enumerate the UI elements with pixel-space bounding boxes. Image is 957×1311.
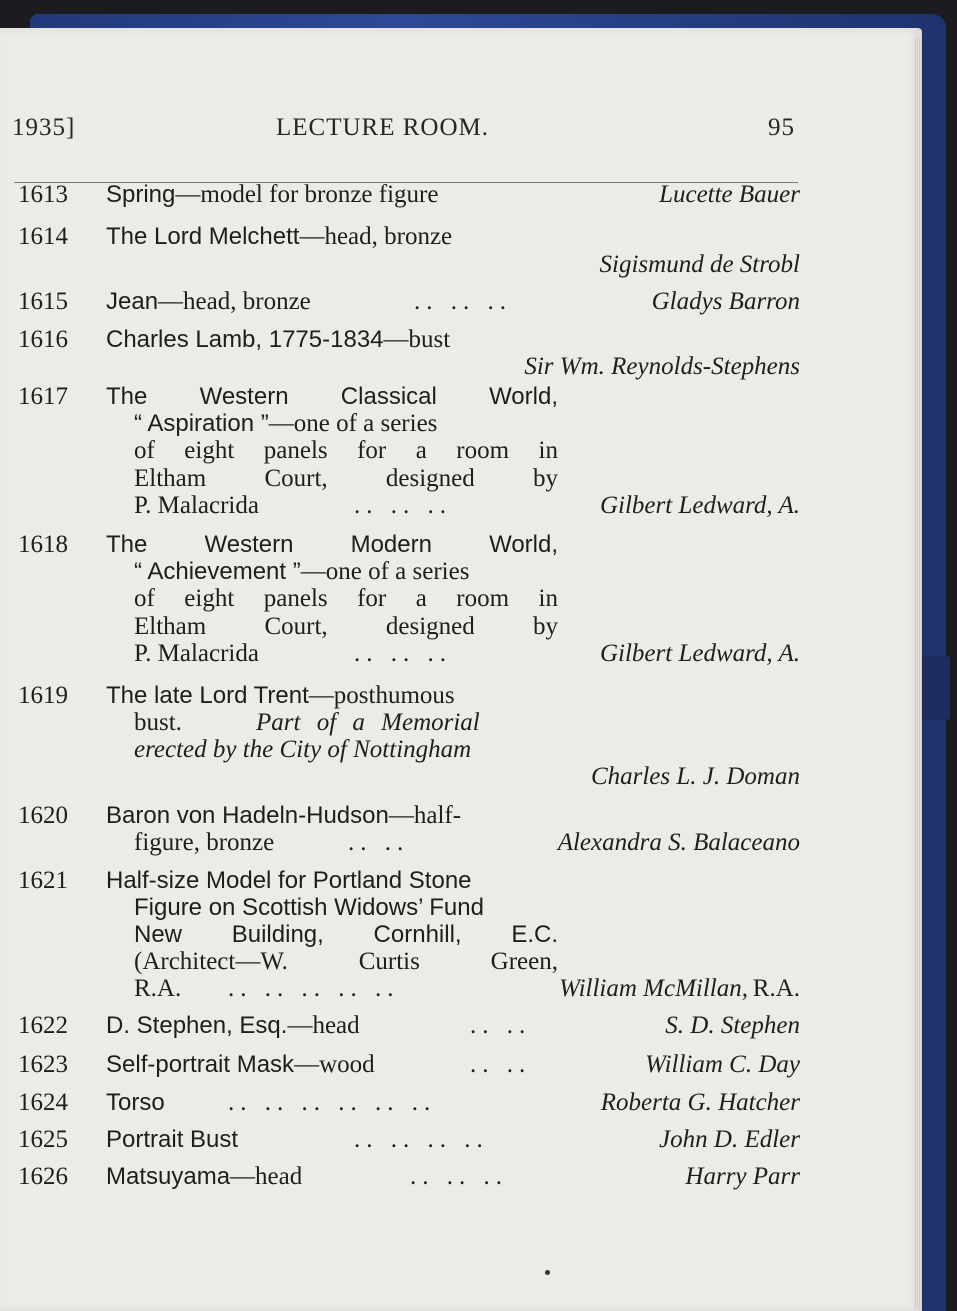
- entry-number: 1618: [18, 531, 68, 558]
- entry-number: 1621: [18, 867, 68, 894]
- entry-artist: S. D. Stephen: [665, 1012, 800, 1039]
- entry-desc: —half-: [388, 802, 462, 829]
- list-item: [14, 325, 804, 355]
- list-item: [14, 1125, 804, 1155]
- list-item-continuation: [14, 947, 804, 977]
- list-item: [14, 801, 804, 831]
- entry-artist: William C. Day: [645, 1051, 800, 1078]
- list-item-continuation: [14, 352, 804, 382]
- entry-number: 1625: [18, 1126, 68, 1153]
- entry-desc: Eltham Court, designed by: [134, 465, 558, 492]
- entry-desc: —one of a series: [268, 410, 438, 437]
- entry-desc: P. Malacrida: [134, 640, 259, 667]
- entry-title: Figure on Scottish Widows’ Fund: [134, 894, 484, 921]
- list-item: [14, 530, 804, 560]
- entry-number: 1615: [18, 288, 68, 315]
- entry-desc: Eltham Court, designed by: [134, 613, 558, 640]
- entry-title: Jean: [106, 288, 159, 315]
- list-item-continuation: [14, 974, 804, 1004]
- entry-number: 1616: [18, 326, 68, 353]
- entry-title: New Building, Cornhill, E.C.: [134, 921, 558, 948]
- entry-artist: Charles L. J. Doman: [590, 763, 800, 790]
- entry-note: erected by the City of Nottingham: [134, 736, 472, 763]
- entry-title: D. Stephen, Esq.: [106, 1012, 288, 1039]
- book-page: [0, 28, 922, 1311]
- page-edges: [914, 38, 922, 1308]
- list-item: [14, 382, 804, 412]
- entry-title: Torso: [106, 1089, 165, 1116]
- entry-title: The Western Modern World,: [106, 531, 558, 558]
- list-item-continuation: [14, 409, 804, 439]
- entry-number: 1613: [18, 181, 68, 208]
- list-item-continuation: [14, 639, 804, 669]
- entry-desc: —one of a series: [300, 558, 470, 585]
- entry-title-sub: “ Aspiration ”: [134, 410, 269, 437]
- entry-desc: —bust: [383, 326, 451, 353]
- entry-number: 1620: [18, 802, 68, 829]
- entry-artist: Sir Wm. Reynolds-Stephens: [524, 353, 800, 380]
- list-item-continuation: [14, 920, 804, 950]
- entry-desc: (Architect—W. Curtis Green,: [134, 948, 558, 975]
- page-title: LECTURE ROOM.: [276, 114, 489, 141]
- list-item: [14, 1088, 804, 1118]
- entry-desc: figure, bronze: [134, 829, 275, 856]
- list-item-continuation: [14, 464, 804, 494]
- leader-dots: .. ..: [470, 1012, 532, 1039]
- entry-title-sub: “ Achievement ”: [134, 558, 301, 585]
- list-item-continuation: [14, 250, 804, 280]
- entry-title: Matsuyama: [106, 1163, 231, 1190]
- entry-desc: bust.: [134, 709, 182, 736]
- entry-artist: Lucette Bauer: [659, 181, 800, 208]
- entry-artist: Alexandra S. Balaceano: [557, 829, 800, 856]
- list-item-continuation: [14, 491, 804, 521]
- entry-desc: of eight panels for a room in: [134, 585, 558, 612]
- entry-title: Baron von Hadeln-Hudson: [106, 802, 389, 829]
- leader-dots: .. .. .. .. .. ..: [228, 1089, 437, 1116]
- list-item-continuation: [14, 708, 804, 738]
- list-item: [14, 180, 804, 210]
- leader-dots: .. ..: [348, 829, 410, 856]
- page-number: 95: [768, 114, 795, 141]
- list-item: [14, 222, 804, 252]
- list-item: [14, 1050, 804, 1080]
- list-item-continuation: [14, 893, 804, 923]
- entry-number: 1623: [18, 1051, 68, 1078]
- list-item-continuation: [14, 735, 804, 765]
- entry-artist: Sigismund de Strobl: [599, 251, 800, 278]
- entry-artist: John D. Edler: [659, 1126, 800, 1153]
- list-item-continuation: [14, 828, 804, 858]
- entry-title: Self-portrait Mask: [106, 1051, 295, 1078]
- list-item-continuation: [14, 584, 804, 614]
- entry-desc: —head, bronze: [158, 288, 311, 315]
- entry-title: The Lord Melchett: [106, 223, 300, 250]
- entry-title: The Western Classical World,: [106, 383, 558, 410]
- list-item: [14, 1162, 804, 1192]
- entry-title: Charles Lamb, 1775-1834: [106, 326, 384, 353]
- leader-dots: .. .. .. .. ..: [228, 975, 400, 1002]
- list-item-continuation: [14, 557, 804, 587]
- entry-title: The late Lord Trent: [106, 682, 309, 709]
- list-item-continuation: [14, 762, 804, 792]
- entry-desc: —head: [287, 1012, 360, 1039]
- entry-desc: —model for bronze figure: [175, 181, 439, 208]
- entry-desc: —posthumous: [308, 682, 455, 709]
- entry-number: 1626: [18, 1163, 68, 1190]
- list-item: [14, 287, 804, 317]
- leader-dots: .. .. ..: [354, 640, 452, 667]
- leader-dots: .. .. .. ..: [354, 1126, 489, 1153]
- entry-number: 1619: [18, 682, 68, 709]
- entry-artist-suffix: R.A.: [752, 975, 800, 1002]
- entry-number: 1624: [18, 1089, 68, 1116]
- entry-artist: Roberta G. Hatcher: [600, 1089, 800, 1116]
- entry-artist: Gladys Barron: [651, 288, 800, 315]
- page-year: 1935]: [12, 114, 76, 141]
- list-item-continuation: [14, 612, 804, 642]
- entry-desc: —head: [230, 1163, 303, 1190]
- entry-desc: R.A.: [134, 975, 182, 1002]
- entry-number: 1614: [18, 223, 68, 250]
- entry-artist: Gilbert Ledward, A.: [599, 640, 800, 667]
- leader-dots: .. .. ..: [410, 1163, 508, 1190]
- entry-number: 1622: [18, 1012, 68, 1039]
- entry-artist: Gilbert Ledward, A.: [599, 492, 800, 519]
- leader-dots: .. .. ..: [414, 288, 512, 315]
- leader-dots: .. .. ..: [354, 492, 452, 519]
- ink-speck: [545, 1270, 550, 1275]
- list-item: [14, 866, 804, 896]
- entry-desc: of eight panels for a room in: [134, 437, 558, 464]
- entry-desc: —head, bronze: [299, 223, 453, 250]
- entry-desc: —wood: [294, 1051, 375, 1078]
- ribbon-bookmark: [918, 656, 950, 720]
- entry-title: Spring: [106, 181, 176, 208]
- list-item-continuation: [14, 436, 804, 466]
- entry-title: Half-size Model for Portland Stone: [106, 867, 472, 894]
- entry-desc: P. Malacrida: [134, 492, 259, 519]
- entry-number: 1617: [18, 383, 68, 410]
- entry-title: Portrait Bust: [106, 1126, 239, 1153]
- list-item: [14, 1011, 804, 1041]
- entry-artist: William McMillan,: [559, 975, 748, 1002]
- entry-artist: Harry Parr: [685, 1163, 800, 1190]
- list-item: [14, 681, 804, 711]
- leader-dots: .. ..: [470, 1051, 532, 1078]
- entry-note: Part of a Memorial: [256, 709, 480, 736]
